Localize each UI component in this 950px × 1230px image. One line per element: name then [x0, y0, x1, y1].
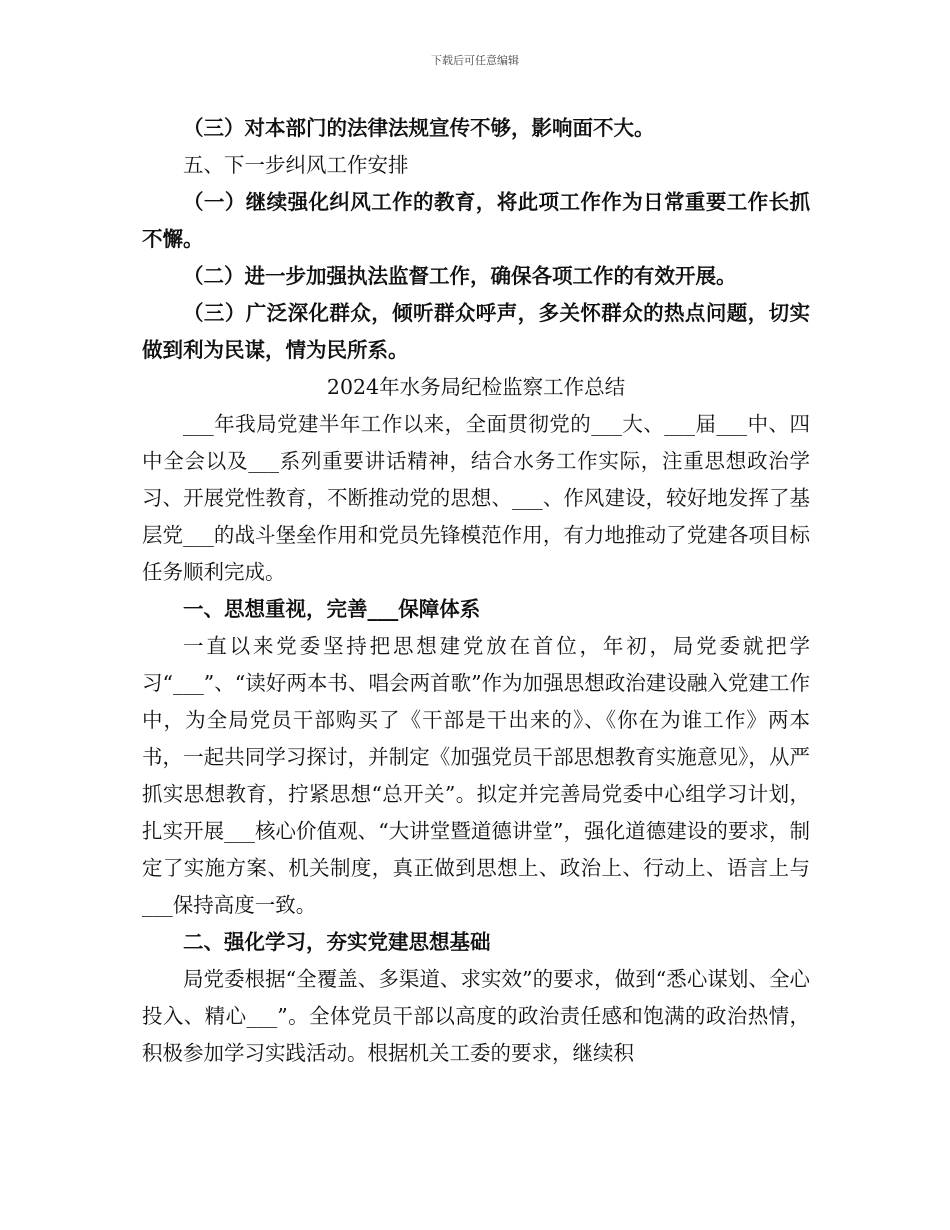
document-body: [142, 110, 810, 1072]
section-2-body: 局党委根据“全覆盖、多渠道、求实效”的要求，做到“悉心谋划、全心投入、精心___”。全体党员干部以高度的政治责任感和饱满的政治热情，积极参加学习实践活动。根据机关工委的要求，继续积: [142, 967, 810, 1065]
paragraph-1: （三）对本部门的法律法规宣传不够，影响面不大。: [183, 116, 655, 140]
section-heading-2: 二、强化学习，夯实党建思想基础: [183, 930, 491, 954]
paragraph-5: （三）广泛深化群众，倾听群众呼声，多关怀群众的热点问题，切实做到利为民谋，情为民所系。: [142, 301, 810, 362]
section-1-body: 一直以来党委坚持把思想建党放在首位，年初，局党委就把学习“___”、“读好两本书、唱会两首歌”作为加强思想政治建设融入党建工作中，为全局党员干部购买了《干部是干出来的》、《你在为谁工作》两本书，一起共同学习探讨，并制定《加强党员干部思想教育实施意见》，从严抓实思想教育，拧紧思想“总开关”。拟定并完善局党委中心组学习计划，扎实开展___核心价值观、“大讲堂暨道德讲堂”，强化道德建设的要求，制定了实施方案、机关制度，真正做到思想上、政治上、行动上、语言上与___保持高度一致。: [142, 634, 810, 917]
paragraph-4: （二）进一步加强执法监督工作，确保各项工作的有效开展。: [183, 264, 737, 288]
document-title: 2024年水务局纪检监察工作总结: [326, 375, 626, 399]
paragraph-3: （一）继续强化纠风工作的教育，将此项工作作为日常重要工作长抓不懈。: [142, 190, 810, 251]
section-heading-1: 一、思想重视，完善___保障体系: [183, 597, 481, 621]
page-header: 下载后可任意编辑: [431, 54, 519, 67]
section-heading-5: 五、下一步纠风工作安排: [183, 153, 409, 177]
intro-paragraph: ___年我局党建半年工作以来，全面贯彻党的___大、___届___中、四中全会以及___系列重要讲话精神，结合水务工作实际，注重思想政治学习、开展党性教育，不断推动党的思想、___、作风建设，较好地发挥了基层党___的战斗堡垒作用和党员先锋模范作用，有力地推动了党建各项目标任务顺利完成。: [142, 412, 810, 584]
